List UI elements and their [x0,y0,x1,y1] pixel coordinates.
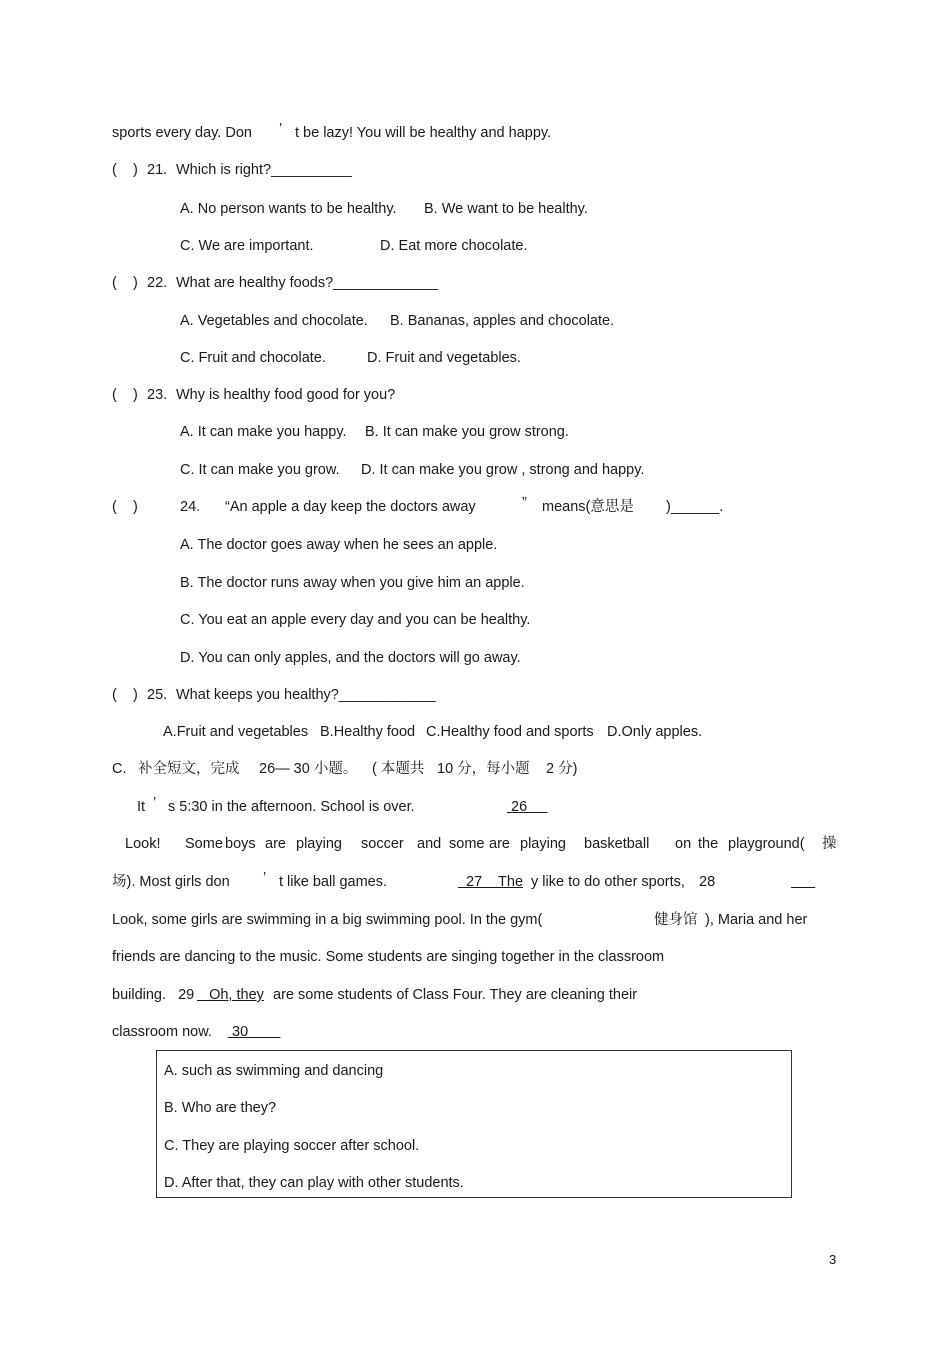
passage-text: are some students of Class Four. They are cleaning their [269,987,638,1003]
intro-text-b: t be lazy! You will be healthy and happy. [295,125,552,141]
option-b: B. It can make you grow strong. [365,424,569,440]
question-number: 21. [147,162,168,178]
option-b: B.Healthy food [320,724,416,740]
answer-paren: ( ) [112,499,138,515]
passage-apostrophe: ’ [263,870,267,886]
option-c: C. Fruit and chocolate. [180,350,326,366]
intro-text-a: sports every day. Don [112,125,252,141]
option-b: B. We want to be healthy. [424,201,588,217]
blank-29[interactable]: Oh, they [197,987,264,1003]
passage-word: playing [296,836,342,852]
passage-text: classroom now. [112,1024,220,1040]
answer-paren: ( ) [112,687,138,703]
section-title-a: 补全短文，完成 [138,761,240,777]
choice-a: A. such as swimming and dancing [164,1063,384,1079]
passage-word: boys [225,836,256,852]
passage-apostrophe: ’ [153,795,157,811]
option-d: D. Eat more chocolate. [380,238,528,254]
passage-text: 健身馆 [654,912,698,928]
option-b: B. Bananas, apples and chocolate. [390,313,615,329]
passage-text: t like ball games. [279,874,387,890]
blank-28-number: 28 [699,874,716,890]
answer-paren: ( ) [112,275,138,291]
section-title-e: 2 分) [546,761,578,777]
passage-text: It [137,799,146,815]
blank-26[interactable]: 26 [507,799,548,815]
section-title-d: 10 分，每小题 [437,761,530,777]
choice-b: B. Who are they? [164,1100,277,1116]
passage-text: Look, some girls are swimming in a big swimming pool. In the gym( [112,912,543,928]
passage-text: s 5:30 in the afternoon. School is over. [168,799,415,815]
option-d: D. You can only apples, and the doctors will go away. [180,650,521,666]
passage-word: on [675,836,692,852]
option-d: D. It can make you grow , strong and happy. [361,462,645,478]
passage-word: Some [185,836,223,852]
question-number: 25. [147,687,168,703]
question-stem: Which is right?__________ [176,162,352,178]
passage-text: friends are dancing to the music. Some students are singing together in the classroom [112,949,665,965]
passage-word: basketball [584,836,650,852]
choice-d: D. After that, they can play with other students. [164,1175,464,1191]
passage-word: playing [520,836,566,852]
option-a: A. Vegetables and chocolate. [180,313,368,329]
passage-text: building. 29 [112,987,195,1003]
passage-word: are [489,836,510,852]
choice-c: C. They are playing soccer after school. [164,1138,420,1154]
passage-word: are [265,836,286,852]
passage-word: soccer [361,836,404,852]
option-a: A.Fruit and vegetables [163,724,309,740]
question-number: 22. [147,275,168,291]
section-label: C. [112,761,127,777]
passage-text: y like to do other sports, [531,874,685,890]
option-c: C. We are important. [180,238,314,254]
option-c: C. It can make you grow. [180,462,340,478]
blank-30[interactable]: 30 [228,1024,281,1040]
passage-text: ), Maria and her [705,912,808,928]
blank-28[interactable] [791,873,815,891]
option-b: B. The doctor runs away when you give him an apple. [180,575,525,591]
option-a: A. No person wants to be healthy. [180,201,397,217]
page-number: 3 [829,1252,837,1267]
passage-word: some [449,836,485,852]
passage-word: the [698,836,719,852]
option-c: C. You eat an apple every day and you can be healthy. [180,612,531,628]
question-stem-blank: )______. [666,499,724,515]
answer-paren: ( ) [112,162,138,178]
section-title-c: ( 本题共 [372,761,425,777]
question-stem: Why is healthy food good for you? [176,387,396,403]
option-d: D. Fruit and vegetables. [367,350,521,366]
answer-paren: ( ) [112,387,138,403]
question-number: 24. [180,499,201,515]
question-number: 23. [147,387,168,403]
passage-word: Look! [125,836,161,852]
closing-quote: ” [522,495,527,511]
choices-box [156,1050,792,1198]
section-title-b: 26— 30 小题。 [259,761,358,777]
question-stem: What keeps you healthy?____________ [176,687,436,703]
intro-apostrophe: ’ [279,121,283,137]
passage-word: 操 [822,836,837,852]
option-a: A. It can make you happy. [180,424,347,440]
passage-text: 场). Most girls don [112,874,230,890]
option-a: A. The doctor goes away when he sees an apple. [180,537,498,553]
blank-27[interactable]: 27 The [458,874,524,890]
question-stem-means: means(意思是 [542,499,634,515]
passage-word: and [417,836,442,852]
passage-word: playground( [728,836,805,852]
question-stem-quote: “An apple a day keep the doctors away [225,499,476,515]
option-c: C.Healthy food and sports [426,724,594,740]
option-d: D.Only apples. [607,724,703,740]
question-stem: What are healthy foods?_____________ [176,275,439,291]
